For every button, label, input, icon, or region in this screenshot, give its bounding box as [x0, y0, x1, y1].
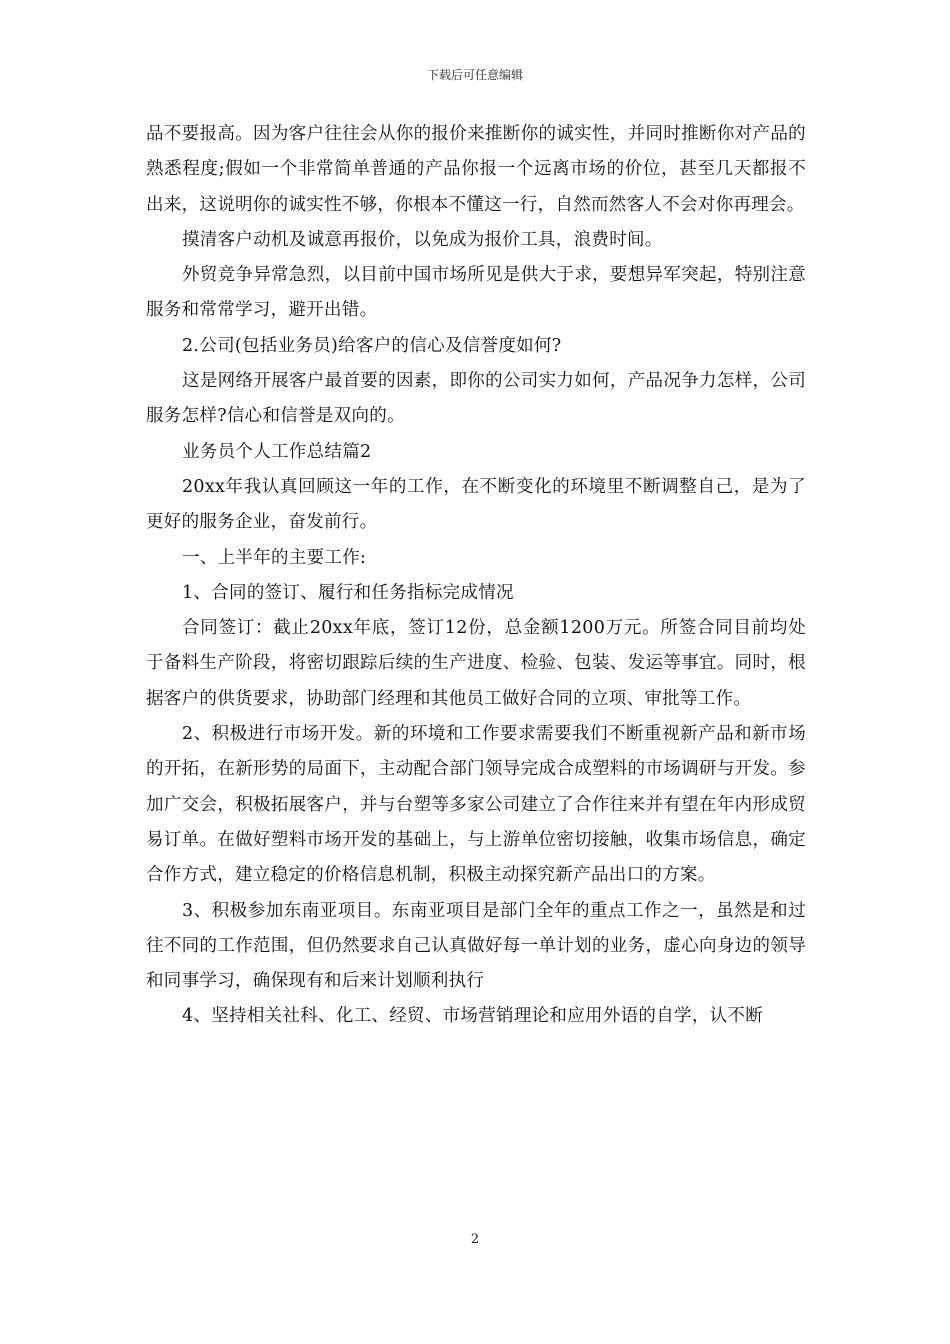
paragraph: 4、坚持相关社科、化工、经贸、市场营销理论和应用外语的自学，认不断	[182, 1006, 764, 1027]
paragraph: 外贸竞争异常急烈，以目前中国市场所见是供大于求，要想异军突起，特别注意服务和常常学习，避开出错。	[146, 265, 806, 321]
paragraph: 20xx年我认真回顾这一年的工作，在不断变化的环境里不断调整自己，是为了更好的服务企业，奋发前行。	[146, 476, 806, 533]
section-heading: 一、上半年的主要工作:	[182, 547, 367, 568]
document-body	[146, 117, 806, 1035]
paragraph: 2、积极进行市场开发。新的环境和工作要求需要我们不断重视新产品和新市场的开拓，在新形势的局面下，主动配合部门领导完成合成塑料的市场调研与开发。参加广交会，积极拓展客户，并与台塑等多家公司建立了合作往来并有望在年内形成贸易订单。在做好塑料市场开发的基础上，与上游单位密切接触，收集市场信息，确定合作方式，建立稳定的价格信息机制，积极主动探究新产品出口的方案。	[146, 724, 806, 886]
paragraph: 摸清客户动机及诚意再报价，以免成为报价工具，浪费时间。	[182, 229, 663, 250]
paragraph: 2.公司(包括业务员)给客户的信心及信誉度如何?	[182, 335, 562, 356]
paragraph: 品不要报高。因为客户往往会从你的报价来推断你的诚实性，并同时推断你对产品的熟悉程度;假如一个非常简单普通的产品你报一个远离市场的价位，甚至几天都报不出来，这说明你的诚实性不够，你根本不懂这一行，自然而然客人不会对你再理会。	[146, 124, 806, 215]
paragraph: 合同签订：截止20xx年底，签订12份，总金额1200万元。所签合同目前均处于备料生产阶段，将密切跟踪后续的生产进度、检验、包装、发运等事宜。同时，根据客户的供货要求，协助部门经理和其他员工做好合同的立项、审批等工作。	[146, 618, 806, 709]
page-header: 下载后可任意编辑	[426, 68, 523, 82]
page-number: 2	[470, 1232, 480, 1247]
section-title: 业务员个人工作总结篇2	[182, 441, 372, 462]
paragraph: 3、积极参加东南亚项目。东南亚项目是部门全年的重点工作之一，虽然是和过往不同的工作范围，但仍然要求自己认真做好每一单计划的业务，虚心向身边的领导和同事学习，确保现有和后来计划顺利执行	[146, 900, 806, 992]
subsection-heading: 1、合同的签订、履行和任务指标完成情况	[182, 582, 514, 603]
paragraph: 这是网络开展客户最首要的因素，即你的公司实力如何，产品况争力怎样，公司服务怎样?信心和信誉是双向的。	[146, 371, 806, 427]
